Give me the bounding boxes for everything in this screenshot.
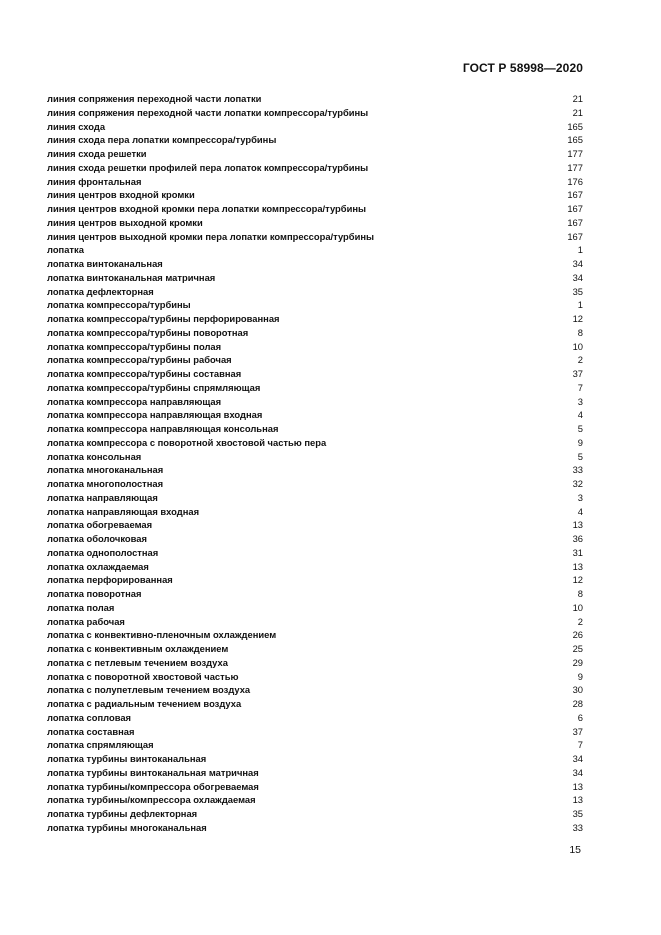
index-term: лопатка компрессора/турбины составная: [47, 368, 242, 379]
index-page-ref: 165: [567, 120, 583, 132]
index-entry: [47, 106, 583, 120]
index-term: лопатка многоканальная: [47, 464, 164, 476]
index-entry: [47, 656, 583, 670]
index-term: линия схода решетки: [47, 148, 147, 159]
index-term: лопатка обогреваемая: [47, 519, 153, 531]
index-page-ref: 12: [572, 313, 583, 324]
index-page-ref: 5: [577, 423, 583, 434]
index-page-ref: 177: [567, 161, 583, 173]
index-term: лопатка однополостная: [47, 546, 159, 558]
index-entry: [47, 175, 583, 189]
index-entry: [47, 505, 583, 519]
index-page-ref: 5: [577, 450, 583, 462]
index-page-ref: 165: [567, 134, 583, 146]
index-entry: [47, 367, 583, 381]
index-term: лопатка компрессора/турбины перфорированная: [47, 313, 280, 324]
index-page-ref: 21: [572, 106, 583, 118]
index-entry: [47, 532, 583, 546]
index-entry: [47, 257, 583, 271]
index-entry: [47, 216, 583, 230]
index-entry: [47, 725, 583, 739]
index-term: лопатка составная: [47, 725, 135, 737]
index-term: лопатка компрессора/турбины рабочая: [47, 354, 232, 366]
index-page-ref: 25: [572, 643, 583, 654]
index-page-ref: 13: [572, 560, 583, 572]
index-term: лопатка охлаждаемая: [47, 560, 149, 572]
index-term: лопатка с конвективным охлаждением: [47, 643, 229, 654]
index-term: линия схода решетки профилей пера лопаток компрессора/турбины: [47, 161, 369, 173]
index-entry: [47, 518, 583, 532]
index-entry: [47, 92, 583, 106]
index-term: линия центров выходной кромки пера лопатки компрессора/турбины: [47, 230, 375, 242]
index-page-ref: 7: [577, 739, 583, 751]
index-page-ref: 1: [577, 299, 583, 311]
index-page-ref: 35: [572, 808, 583, 819]
index-term: лопатка компрессора/турбины: [47, 299, 191, 311]
index-term: лопатка винтоканальная матричная: [47, 271, 216, 283]
index-entry: [47, 353, 583, 367]
index-entry: [47, 628, 583, 642]
index-page-ref: 8: [577, 588, 583, 599]
index-entry: [47, 683, 583, 697]
index-page-ref: 37: [572, 368, 583, 379]
index-page-ref: 21: [572, 93, 583, 104]
index-term: лопатка рабочая: [47, 615, 125, 627]
index-entry: [47, 243, 583, 257]
index-entry: [47, 780, 583, 794]
index-term: лопатка турбины винтоканальная матричная: [47, 766, 259, 778]
index-page-ref: 167: [567, 203, 583, 214]
index-entry: [47, 587, 583, 601]
index-page-ref: 2: [577, 354, 583, 366]
page-number: 15: [569, 844, 581, 856]
index-entry: [47, 381, 583, 395]
index-entry: [47, 738, 583, 752]
index-entry: [47, 463, 583, 477]
index-entry: [47, 340, 583, 354]
index-page-ref: 3: [577, 395, 583, 407]
index-page-ref: 36: [572, 533, 583, 544]
index-term: лопатка компрессора направляющая: [47, 395, 222, 407]
index-entry: [47, 395, 583, 409]
index-term: лопатка сопловая: [47, 711, 132, 723]
index-term: линия сопряжения переходной части лопатки компрессора/турбины: [47, 106, 369, 118]
index-page-ref: 167: [567, 230, 583, 242]
index-page-ref: 8: [577, 326, 583, 338]
index-entry: [47, 147, 583, 161]
index-entry: [47, 615, 583, 629]
index-entry: [47, 821, 583, 835]
index-term: лопатка с поворотной хвостовой частью: [47, 670, 239, 682]
index-term: лопатка консольная: [47, 450, 142, 462]
index-page-ref: 12: [572, 574, 583, 586]
index-entry: [47, 752, 583, 766]
index-page-ref: 29: [572, 656, 583, 668]
index-entry: [47, 271, 583, 285]
index-page-ref: 1: [577, 244, 583, 256]
index-term: лопатка с конвективно-пленочным охлаждением: [47, 629, 277, 641]
index-entry: [47, 807, 583, 821]
index-page-ref: 167: [567, 189, 583, 201]
index-term: лопатка: [47, 244, 84, 256]
index-entry: [47, 766, 583, 780]
index-entry: [47, 202, 583, 216]
index-term: лопатка компрессора с поворотной хвостовой частью пера: [47, 436, 327, 448]
index-entry: [47, 642, 583, 656]
index-page-ref: 37: [572, 725, 583, 737]
index-page-ref: 10: [572, 340, 583, 352]
index-page-ref: 35: [572, 285, 583, 297]
index-page-ref: 33: [572, 821, 583, 833]
index-entry: [47, 601, 583, 615]
index-entry: [47, 408, 583, 422]
index-entry: [47, 793, 583, 807]
index-entry: [47, 711, 583, 725]
index-page-ref: 4: [577, 505, 583, 517]
index-entry: [47, 450, 583, 464]
index-entry: [47, 697, 583, 711]
index-term: лопатка поворотная: [47, 588, 142, 599]
document-standard-code: ГОСТ Р 58998—2020: [462, 61, 583, 75]
index-entry: [47, 436, 583, 450]
index-entry: [47, 326, 583, 340]
index-term: лопатка с радиальным течением воздуха: [47, 698, 242, 709]
index-page-ref: 2: [577, 615, 583, 627]
index-page-ref: 9: [577, 670, 583, 682]
index-entry: [47, 491, 583, 505]
index-term: лопатка турбины/компрессора охлаждаемая: [47, 794, 256, 806]
alphabetical-index: [47, 92, 583, 835]
index-term: линия фронтальная: [47, 175, 142, 187]
index-page-ref: 13: [572, 780, 583, 792]
index-term: линия центров выходной кромки: [47, 216, 203, 228]
index-term: лопатка компрессора/турбины полая: [47, 340, 222, 352]
index-page-ref: 34: [572, 766, 583, 778]
index-page-ref: 6: [577, 711, 583, 723]
index-term: линия центров входной кромки: [47, 189, 195, 201]
index-entry: [47, 422, 583, 436]
index-term: лопатка компрессора/турбины поворотная: [47, 326, 249, 338]
index-term: лопатка турбины/компрессора обогреваемая: [47, 780, 259, 792]
index-term: лопатка с петлевым течением воздуха: [47, 656, 228, 668]
index-term: линия центров входной кромки пера лопатки компрессора/турбины: [47, 203, 367, 214]
index-page-ref: 3: [577, 491, 583, 503]
index-entry: [47, 298, 583, 312]
index-term: лопатка многополостная: [47, 478, 164, 489]
index-term: лопатка турбины винтоканальная: [47, 753, 207, 764]
index-entry: [47, 312, 583, 326]
index-term: линия схода пера лопатки компрессора/турбины: [47, 134, 277, 146]
index-page-ref: 34: [572, 271, 583, 283]
index-term: лопатка компрессора направляющая входная: [47, 409, 263, 421]
index-page-ref: 177: [567, 148, 583, 159]
index-term: лопатка полая: [47, 601, 115, 613]
index-term: лопатка оболочковая: [47, 533, 147, 544]
index-entry: [47, 161, 583, 175]
index-term: лопатка компрессора/турбины спрямляющая: [47, 381, 261, 393]
index-term: лопатка турбины многоканальная: [47, 821, 207, 833]
index-page-ref: 32: [572, 478, 583, 489]
index-page-ref: 10: [572, 601, 583, 613]
index-entry: [47, 188, 583, 202]
index-page-ref: 7: [577, 381, 583, 393]
index-entry: [47, 133, 583, 147]
index-entry: [47, 285, 583, 299]
index-page-ref: 176: [567, 175, 583, 187]
index-term: линия сопряжения переходной части лопатки: [47, 93, 262, 104]
index-term: лопатка направляющая входная: [47, 505, 200, 517]
index-entry: [47, 120, 583, 134]
index-entry: [47, 230, 583, 244]
index-entry: [47, 546, 583, 560]
index-page-ref: 30: [572, 684, 583, 696]
index-entry: [47, 477, 583, 491]
index-term: лопатка компрессора направляющая консольная: [47, 423, 279, 434]
index-page-ref: 34: [572, 258, 583, 269]
index-page-ref: 13: [572, 519, 583, 531]
index-term: лопатка турбины дефлекторная: [47, 808, 198, 819]
index-term: лопатка с полупетлевым течением воздуха: [47, 684, 251, 696]
index-page-ref: 34: [572, 753, 583, 764]
index-term: лопатка спрямляющая: [47, 739, 154, 751]
index-page-ref: 13: [572, 794, 583, 806]
index-page-ref: 31: [572, 546, 583, 558]
index-page-ref: 4: [577, 409, 583, 421]
index-entry: [47, 560, 583, 574]
index-entry: [47, 573, 583, 587]
index-page-ref: 9: [577, 436, 583, 448]
index-term: линия схода: [47, 120, 106, 132]
index-page-ref: 28: [572, 698, 583, 709]
index-page-ref: 33: [572, 464, 583, 476]
index-term: лопатка винтоканальная: [47, 258, 163, 269]
index-term: лопатка перфорированная: [47, 574, 173, 586]
index-page-ref: 26: [572, 629, 583, 641]
index-entry: [47, 670, 583, 684]
index-term: лопатка направляющая: [47, 491, 158, 503]
index-term: лопатка дефлекторная: [47, 285, 154, 297]
index-page-ref: 167: [567, 216, 583, 228]
